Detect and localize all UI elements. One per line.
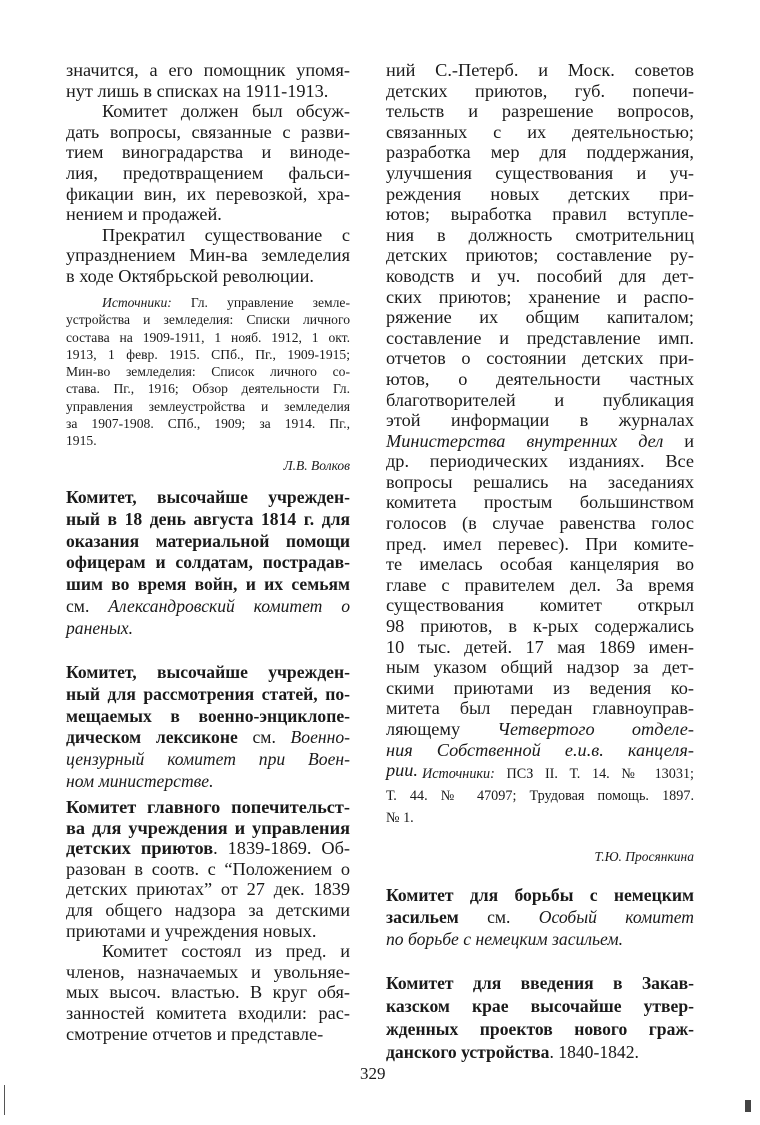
left-block-0	[66, 60, 350, 287]
page-number: 329	[360, 1064, 386, 1083]
text-line	[66, 596, 350, 618]
body-text: тельств и разрешение вопросов,	[386, 101, 694, 122]
text-line	[66, 163, 350, 184]
text-line	[66, 749, 350, 771]
body-text: см.	[237, 727, 291, 748]
entry-lexicon-committee	[66, 662, 350, 793]
text-line	[66, 329, 350, 346]
body-text: № 1.	[386, 810, 414, 826]
text-line	[66, 398, 350, 415]
body-text: 98 приютов, в к-рых содержались	[386, 616, 694, 637]
text-line	[66, 380, 350, 397]
italic-reference-text: Особый комитет	[538, 906, 694, 927]
body-text: др. периодических изданиях. Все	[386, 451, 694, 472]
text-line	[386, 575, 694, 596]
entry-heading-text: Комитет для борьбы с немецким	[386, 885, 694, 905]
text-line	[66, 1003, 350, 1024]
text-line	[66, 225, 350, 246]
text-line	[386, 678, 694, 699]
text-line	[386, 122, 694, 143]
text-line	[66, 245, 350, 266]
italic-reference-text: раненых.	[66, 617, 133, 638]
text-line	[66, 838, 350, 859]
body-text: ководств и уч. пособий для дет-	[386, 265, 694, 286]
body-text: смотрение отчетов и представле-	[66, 1023, 324, 1044]
body-text: . 1840-1842.	[549, 1042, 639, 1062]
text-line	[386, 472, 694, 493]
body-text: дать вопросы, связанные с разви-	[66, 121, 350, 142]
text-line	[386, 60, 694, 81]
body-text: лия, предотвращением фальси-	[66, 162, 350, 183]
text-line	[66, 662, 350, 684]
text-line	[386, 328, 694, 349]
body-text: Гл. управление земле-	[171, 295, 350, 310]
text-line	[386, 431, 694, 452]
body-text: ских приютов; хранение и распо-	[386, 286, 694, 307]
text-line	[66, 363, 350, 380]
text-line	[66, 921, 350, 942]
text-line	[386, 698, 694, 719]
body-text: значится, а его помощник упомя-	[66, 60, 350, 80]
text-line	[66, 122, 350, 143]
entry-heading-text: Комитет, высочайше учрежден-	[66, 487, 350, 507]
text-line	[66, 859, 350, 880]
text-line	[66, 706, 350, 728]
text-line	[66, 346, 350, 363]
text-line	[386, 513, 694, 534]
text-line	[386, 287, 694, 308]
text-line	[66, 204, 350, 225]
entry-heading-text: казском крае высочайше утвер-	[386, 996, 694, 1016]
text-line	[66, 1024, 350, 1045]
italic-reference-text: по борьбе с немецким засильем.	[386, 928, 623, 949]
scan-edge-mark	[4, 1085, 5, 1115]
text-line	[66, 818, 350, 839]
body-text: ютов, о деятельности частных	[386, 368, 694, 389]
left-sources	[66, 294, 350, 450]
italic-reference-text: цензурный комитет при Воен-	[66, 749, 350, 770]
entry-heading-text: офицерам и солдатам, пострадав-	[66, 552, 350, 573]
body-text: Комитет должен был обсуж-	[102, 101, 350, 122]
text-line	[386, 763, 694, 785]
body-text: за 1907-1908. СПб., 1909; за 1914. Пг.,	[66, 416, 350, 432]
body-text: митета был передан главноуправ-	[386, 698, 694, 719]
body-text: мых высоч. властью. В круг обя-	[66, 982, 350, 1003]
text-line	[66, 311, 350, 328]
body-text: Комитет состоял из пред. и	[102, 941, 350, 962]
body-text: нением и продажей.	[66, 204, 222, 225]
text-line	[386, 142, 694, 163]
body-text: этой информации в журналах	[386, 410, 694, 431]
entry-heading-text: оказания материальной помощи	[66, 530, 350, 551]
body-text: пред. имел перевес). При комите-	[386, 533, 694, 554]
body-text: детских приютов; составление ру-	[386, 245, 694, 266]
body-text: устройства и земледелия: Списки личного	[66, 312, 350, 328]
entry-heading-text: детских приютов	[66, 838, 214, 859]
body-text: . 1839-1869. Об-	[213, 838, 351, 859]
text-line	[66, 81, 350, 102]
text-line	[386, 307, 694, 328]
text-line	[66, 531, 350, 553]
italic-reference-text: Военно-	[290, 727, 351, 748]
body-text: ляющему	[386, 719, 498, 739]
text-line	[66, 982, 350, 1003]
text-line	[66, 294, 350, 311]
text-line	[66, 797, 350, 818]
text-line	[66, 266, 350, 287]
text-line	[66, 60, 350, 81]
text-line	[66, 727, 350, 749]
body-text: голосов (в случае равенства голос	[386, 513, 694, 534]
text-line	[386, 492, 694, 513]
text-line	[66, 900, 350, 921]
text-line	[66, 432, 350, 449]
body-text: и	[663, 430, 694, 451]
left-author-signature: Л.В. Волков	[283, 458, 350, 473]
text-line	[386, 225, 694, 246]
entry-heading-text: Комитет для введения в Закав-	[386, 973, 694, 993]
body-text: скими приютами из ведения ко-	[386, 677, 694, 698]
body-text: комитета простым большинством	[386, 492, 694, 513]
text-line	[66, 574, 350, 596]
entry-orphanage-committee	[66, 797, 350, 1044]
text-line	[386, 554, 694, 575]
body-text: см.	[66, 595, 109, 616]
text-line	[386, 637, 694, 658]
text-line	[386, 163, 694, 184]
body-text: фикации вин, их перевозкой, хра-	[66, 183, 350, 204]
body-text: 10 тыс. детей. 17 мая 1869 имен-	[386, 636, 694, 657]
body-text: главе с правителем дел. За время	[386, 574, 694, 595]
entry-heading-text: ный в 18 день августа 1814 г. для	[66, 508, 350, 529]
body-text: вопросы решались на заседаниях	[386, 471, 694, 492]
text-line	[386, 972, 694, 995]
body-text: членов, назначаемых и увольняе-	[66, 961, 350, 982]
text-line	[66, 962, 350, 983]
body-text: те имелась особая канцелярия во	[386, 554, 694, 575]
body-text: Прекратил существование с	[102, 224, 350, 245]
text-line	[66, 684, 350, 706]
body-text: приютами и учреждения новых.	[66, 920, 317, 941]
text-line	[386, 534, 694, 555]
entry-heading-text: Комитет главного попечительст-	[66, 797, 350, 817]
entry-heading-text: шим во время войн, и их семьям	[66, 574, 350, 595]
text-line	[386, 348, 694, 369]
body-text: управления землеустройства и земледелия	[66, 398, 350, 414]
body-text: улучшения существования и уч-	[386, 162, 694, 183]
body-text: ния в должность смотрительниц	[386, 224, 694, 245]
body-text: детских приютов, губ. попечи-	[386, 80, 694, 101]
text-line	[386, 266, 694, 287]
body-text: упразднением Мин-ва земледелия	[66, 245, 350, 266]
text-line	[386, 657, 694, 678]
body-text: отчетов о состоянии детских при-	[386, 348, 694, 369]
body-text: ряжение их общим капиталом;	[386, 307, 694, 328]
body-text: занностей комитета входили: рас-	[66, 1002, 350, 1023]
text-line	[386, 245, 694, 266]
text-line	[386, 204, 694, 225]
text-line	[66, 142, 350, 163]
entry-transcaucasia-committee	[386, 972, 694, 1064]
text-line	[386, 885, 694, 907]
italic-reference-text: рии.	[386, 760, 418, 781]
text-line	[386, 785, 694, 807]
entry-heading-text: жденных проектов нового граж-	[386, 1019, 694, 1039]
italic-reference-text: Александровский комитет о	[108, 595, 350, 616]
body-text: благотворителей и публикация	[386, 389, 694, 410]
text-line	[386, 1041, 694, 1064]
body-text: реждения новых детских при-	[386, 183, 694, 204]
body-text: става. Пг., 1916; Обзор деятельности Гл.	[66, 381, 350, 397]
body-text: Т. 44. № 47097; Трудовая помощь. 1897.	[386, 788, 694, 804]
body-text: ПСЗ II. Т. 14. № 13031;	[494, 766, 694, 782]
body-text: 1913, 1 февр. 1915. СПб., Пг., 1909-1915;	[66, 346, 350, 362]
right-author-signature: Т.Ю. Просянкина	[594, 849, 694, 864]
text-line	[386, 451, 694, 472]
entry-heading-text: ный для рассмотрения статей, по-	[66, 683, 350, 704]
text-line	[386, 616, 694, 637]
text-line	[386, 101, 694, 122]
text-line	[386, 369, 694, 390]
body-text: Мин-во земледелия: Список личного со-	[66, 364, 350, 380]
text-line	[386, 184, 694, 205]
italic-reference-text: ния Собственной е.и.в. канцеля-	[386, 739, 694, 760]
entry-heading-text: данского устройства	[386, 1042, 550, 1062]
text-line	[386, 390, 694, 411]
body-text: для общего надзора за детскими	[66, 899, 350, 920]
text-line	[386, 81, 694, 102]
body-text: состава на 1909-1911, 1 нояб. 1912, 1 окт.	[66, 329, 350, 345]
right-sources	[386, 763, 694, 829]
body-text: ным указом общий надзор за дет-	[386, 657, 694, 678]
text-line	[66, 487, 350, 509]
body-text: существования комитет открыл	[386, 595, 694, 616]
italic-reference-text: Министерства внутренних дел	[386, 430, 664, 451]
text-line	[66, 101, 350, 122]
text-line	[386, 1018, 694, 1041]
entry-heading-text: дическом лексиконе	[66, 727, 238, 748]
text-line	[386, 907, 694, 929]
text-line	[66, 415, 350, 432]
text-line	[66, 509, 350, 531]
text-line	[386, 595, 694, 616]
body-text: в ходе Октябрьской революции.	[66, 265, 314, 286]
text-line	[386, 807, 694, 829]
text-line	[66, 941, 350, 962]
entry-german-dominance-committee	[386, 885, 694, 950]
right-block-0	[386, 60, 694, 781]
text-line	[66, 184, 350, 205]
italic-reference-text: Источники:	[422, 766, 495, 782]
entry-1814-committee	[66, 487, 350, 640]
entry-heading-text: мещаемых в военно-энциклопе-	[66, 705, 350, 726]
body-text: тием виноградарства и виноде-	[66, 142, 350, 163]
body-text: ютов; выработка правил вступле-	[386, 204, 694, 225]
entry-heading-text: Комитет, высочайше учрежден-	[66, 662, 350, 682]
text-line	[386, 719, 694, 740]
body-text: связанных с их деятельностью;	[386, 121, 694, 142]
body-text: ний С.-Петерб. и Моск. советов	[386, 60, 694, 80]
body-text: см.	[458, 906, 539, 927]
italic-reference-text: Источники:	[102, 295, 172, 310]
body-text: составление и представление имп.	[386, 327, 694, 348]
italic-reference-text: ном министерстве.	[66, 770, 214, 791]
text-line	[386, 410, 694, 431]
body-text: нут лишь в списках на 1911-1913.	[66, 80, 329, 101]
text-line	[386, 740, 694, 761]
text-line	[386, 929, 694, 951]
text-line	[66, 879, 350, 900]
entry-heading-text: ва для учреждения и управления	[66, 817, 350, 838]
text-line	[386, 995, 694, 1018]
body-text: разработка мер для поддержания,	[386, 142, 694, 163]
text-line	[66, 552, 350, 574]
body-text: 1915.	[66, 433, 97, 449]
entry-heading-text: засильем	[386, 906, 459, 927]
scan-edge-mark	[745, 1100, 751, 1112]
text-line	[66, 771, 350, 793]
italic-reference-text: Четвертого отделе-	[497, 719, 694, 739]
body-text: детских приютах” от 27 дек. 1839	[66, 879, 350, 900]
text-line	[66, 618, 350, 640]
body-text: разован в соотв. с “Положением о	[66, 858, 350, 879]
